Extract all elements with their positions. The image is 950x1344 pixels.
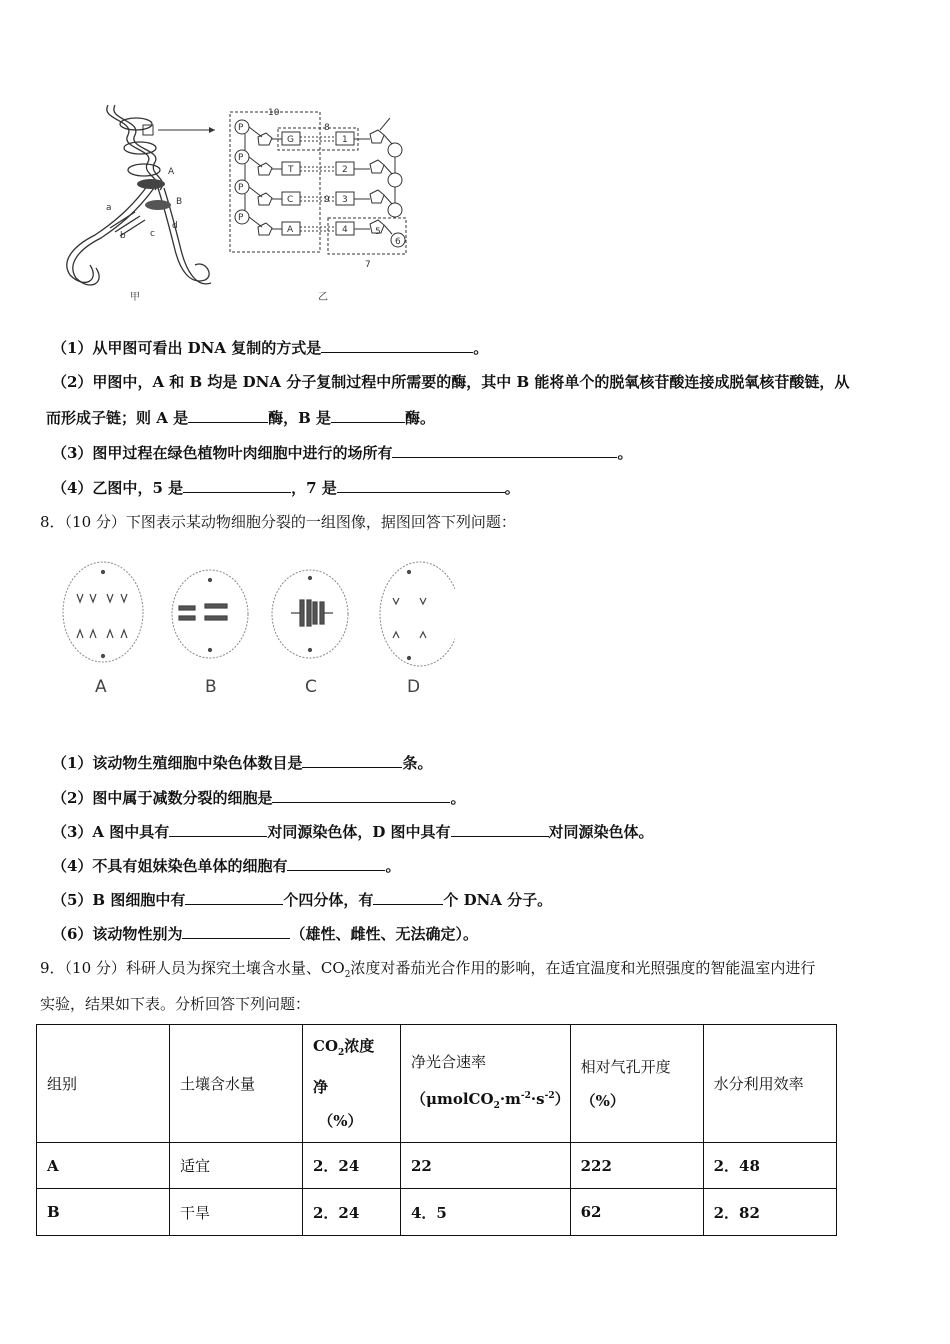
q8-part5-text: （5）B 图细胞中有 [52, 891, 186, 909]
header-co2-c: 净 [313, 1078, 329, 1096]
label-c: c [150, 229, 155, 239]
q7-part2-text: 而形成子链；则 A 是 [46, 409, 189, 427]
base-left-3: C [287, 195, 294, 205]
phosphate-1: P [238, 123, 244, 133]
q8-part3-text: （3）A 图中具有 [52, 823, 170, 841]
q7-num7-blank[interactable] [337, 478, 505, 493]
q8-part6-text: （6）该动物性别为 [52, 925, 183, 943]
caption-yi: 乙 [318, 292, 328, 303]
cell-rate: 22 [401, 1143, 571, 1189]
q7-part1-end: 。 [473, 339, 489, 357]
header-rate-b: （μmolCO [411, 1089, 494, 1108]
header-rate [401, 1025, 571, 1143]
cell-group: A [37, 1143, 170, 1189]
q8-part5 [52, 889, 552, 910]
q8-part3-end: 对同源染色体。 [548, 823, 654, 841]
cell-water: 适宜 [170, 1143, 303, 1189]
phosphate-3: P [238, 183, 244, 193]
cell-label-a: A [95, 677, 107, 697]
q7-part4-end: 。 [504, 479, 520, 497]
q7-part4-mid: ，7 是 [291, 479, 337, 497]
q8-part5-blank-dna[interactable] [373, 890, 443, 905]
label-d: d [172, 221, 178, 231]
cell-wue: 2．48 [703, 1143, 836, 1189]
q8-part1-text: （1）该动物生殖细胞中染色体数目是 [52, 754, 303, 772]
q9-heading [40, 957, 815, 980]
q8-heading: 8．（10 分）下图表示某动物细胞分裂的一组图像，据图回答下列问题： [40, 513, 516, 531]
cell-group: B [37, 1189, 170, 1236]
header-co2 [303, 1025, 401, 1143]
num-8: 8 [324, 123, 330, 133]
cell-label-b: B [205, 677, 217, 697]
q8-part5-blank-tetrad[interactable] [185, 890, 283, 905]
cell-b [172, 570, 248, 658]
header-stomata-b: （%） [580, 1091, 625, 1110]
q8-part4-text: （4）不具有姐妹染色单体的细胞有 [52, 857, 288, 875]
q8-part2 [52, 787, 465, 808]
caption-jia: 甲 [130, 292, 140, 303]
q7-part3-text: （3）图甲过程在绿色植物叶肉细胞中进行的场所有 [52, 444, 393, 462]
header-group: 组别 [37, 1025, 170, 1143]
q8-part3-blank-d[interactable] [451, 822, 549, 837]
q7-part3-blank[interactable] [392, 443, 617, 458]
q7-part2-mid: 酶，B 是 [268, 409, 331, 427]
base-right-4: 4 [342, 225, 348, 235]
q8-part1-blank[interactable] [302, 753, 402, 768]
header-stomata [570, 1025, 703, 1143]
enzyme-b-icon [145, 200, 171, 210]
q7-part3-end: 。 [617, 444, 633, 462]
q7-enzyme-a-blank[interactable] [188, 408, 268, 423]
header-rate-e: ） [554, 1089, 570, 1108]
cell-co2: 2．24 [303, 1143, 401, 1189]
q7-part1 [52, 337, 488, 358]
phosphate-4: P [238, 213, 244, 223]
header-co2-d: （%） [318, 1112, 363, 1130]
num-6: 6 [395, 237, 401, 247]
label-b: b [120, 231, 126, 241]
q8-part4-blank[interactable] [287, 856, 385, 871]
header-rate-sup2: -2 [544, 1090, 555, 1101]
q7-num5-blank[interactable] [183, 478, 291, 493]
replication-fork-diagram [67, 105, 211, 285]
q7-part2-line2 [46, 407, 435, 428]
q8-part4-end: 。 [385, 857, 401, 875]
cell-division-figure [55, 558, 455, 703]
label-A: A [168, 167, 175, 177]
q8-part1 [52, 752, 432, 773]
header-co2-b: 浓度 [344, 1037, 375, 1055]
q8-part1-end: 条。 [402, 754, 433, 772]
header-rate-c: ·m [499, 1089, 521, 1108]
dna-structure-diagram [230, 108, 406, 270]
q8-part6 [52, 923, 478, 944]
header-co2-sub: 2 [338, 1048, 345, 1058]
header-co2-a: CO [313, 1037, 339, 1055]
base-left-2: T [288, 165, 294, 175]
header-rate-d: ·s [530, 1089, 545, 1108]
cell-water: 干旱 [170, 1189, 303, 1236]
q8-part5-mid: 个四分体，有 [283, 891, 374, 909]
q8-part3 [52, 821, 654, 842]
header-rate-sup1: -2 [520, 1090, 531, 1101]
table-row [37, 1143, 837, 1189]
q7-part4-text: （4）乙图中，5 是 [52, 479, 184, 497]
num-5: 5 [375, 227, 381, 237]
q8-part5-end: 个 DNA 分子。 [443, 891, 553, 909]
base-right-1: 1 [342, 135, 348, 145]
q8-part2-end: 。 [450, 789, 466, 807]
header-wue: 水分利用效率 [703, 1025, 836, 1143]
q8-part3-blank-a[interactable] [169, 822, 267, 837]
cell-stomata: 222 [570, 1143, 703, 1189]
q8-part6-blank[interactable] [182, 924, 290, 939]
q8-part6-end: （雄性、雌性、无法确定）。 [290, 925, 478, 943]
cell-d [380, 562, 455, 666]
phosphate-2: P [238, 153, 244, 163]
base-right-2: 2 [342, 165, 348, 175]
q9-heading-a: 9．（10 分）科研人员为探究土壤含水量、CO [40, 959, 345, 977]
table-row [37, 1189, 837, 1236]
q7-part4 [52, 477, 520, 498]
table-header-row [37, 1025, 837, 1143]
q8-part2-text: （2）图中属于减数分裂的细胞是 [52, 789, 273, 807]
q9-heading-b: 浓度对番茄光合作用的影响，在适宜温度和光照强度的智能温室内进行 [350, 959, 816, 977]
base-left-4: A [287, 225, 294, 235]
q7-part3 [52, 442, 632, 463]
num-10: 10 [268, 108, 280, 118]
enzyme-a-icon [137, 179, 165, 189]
q7-part2-line1: （2）甲图中，A 和 B 均是 DNA 分子复制过程中所需要的酶，其中 B 能将单个的脱氧核苷酸连接成脱氧核苷酸链，从 [52, 373, 850, 391]
q9-heading-line2: 实验，结果如下表。分析回答下列问题： [40, 995, 311, 1013]
cell-co2: 2．24 [303, 1189, 401, 1236]
cell-label-d: D [407, 677, 421, 697]
q7-part2-end: 酶。 [405, 409, 436, 427]
q7-enzyme-b-blank[interactable] [331, 408, 405, 423]
q7-part1-text: （1）从甲图可看出 DNA 复制的方式是 [52, 339, 322, 357]
header-stomata-a: 相对气孔开度 [580, 1057, 671, 1076]
cell-rate: 4．5 [401, 1189, 571, 1236]
num-7: 7 [365, 260, 371, 270]
cell-a [63, 562, 143, 662]
header-water: 土壤含水量 [170, 1025, 303, 1143]
results-table [36, 1024, 837, 1236]
q8-part2-blank[interactable] [272, 788, 450, 803]
q9-heading-sub: 2 [344, 970, 351, 980]
label-B: B [176, 197, 183, 207]
base-right-3: 3 [342, 195, 348, 205]
cell-wue: 2．82 [703, 1189, 836, 1236]
cell-stomata: 62 [570, 1189, 703, 1236]
q8-part4 [52, 855, 400, 876]
dna-replication-figure [40, 100, 420, 310]
header-rate-sub: 2 [493, 1100, 500, 1111]
q8-part3-mid: 对同源染色体，D 图中具有 [267, 823, 451, 841]
base-left-1: G [287, 135, 294, 145]
label-a: a [106, 203, 112, 213]
cell-label-c: C [305, 677, 317, 697]
header-rate-a: 净光合速率 [411, 1052, 487, 1071]
num-9: 9 [324, 195, 330, 205]
q7-part1-blank[interactable] [321, 338, 473, 353]
